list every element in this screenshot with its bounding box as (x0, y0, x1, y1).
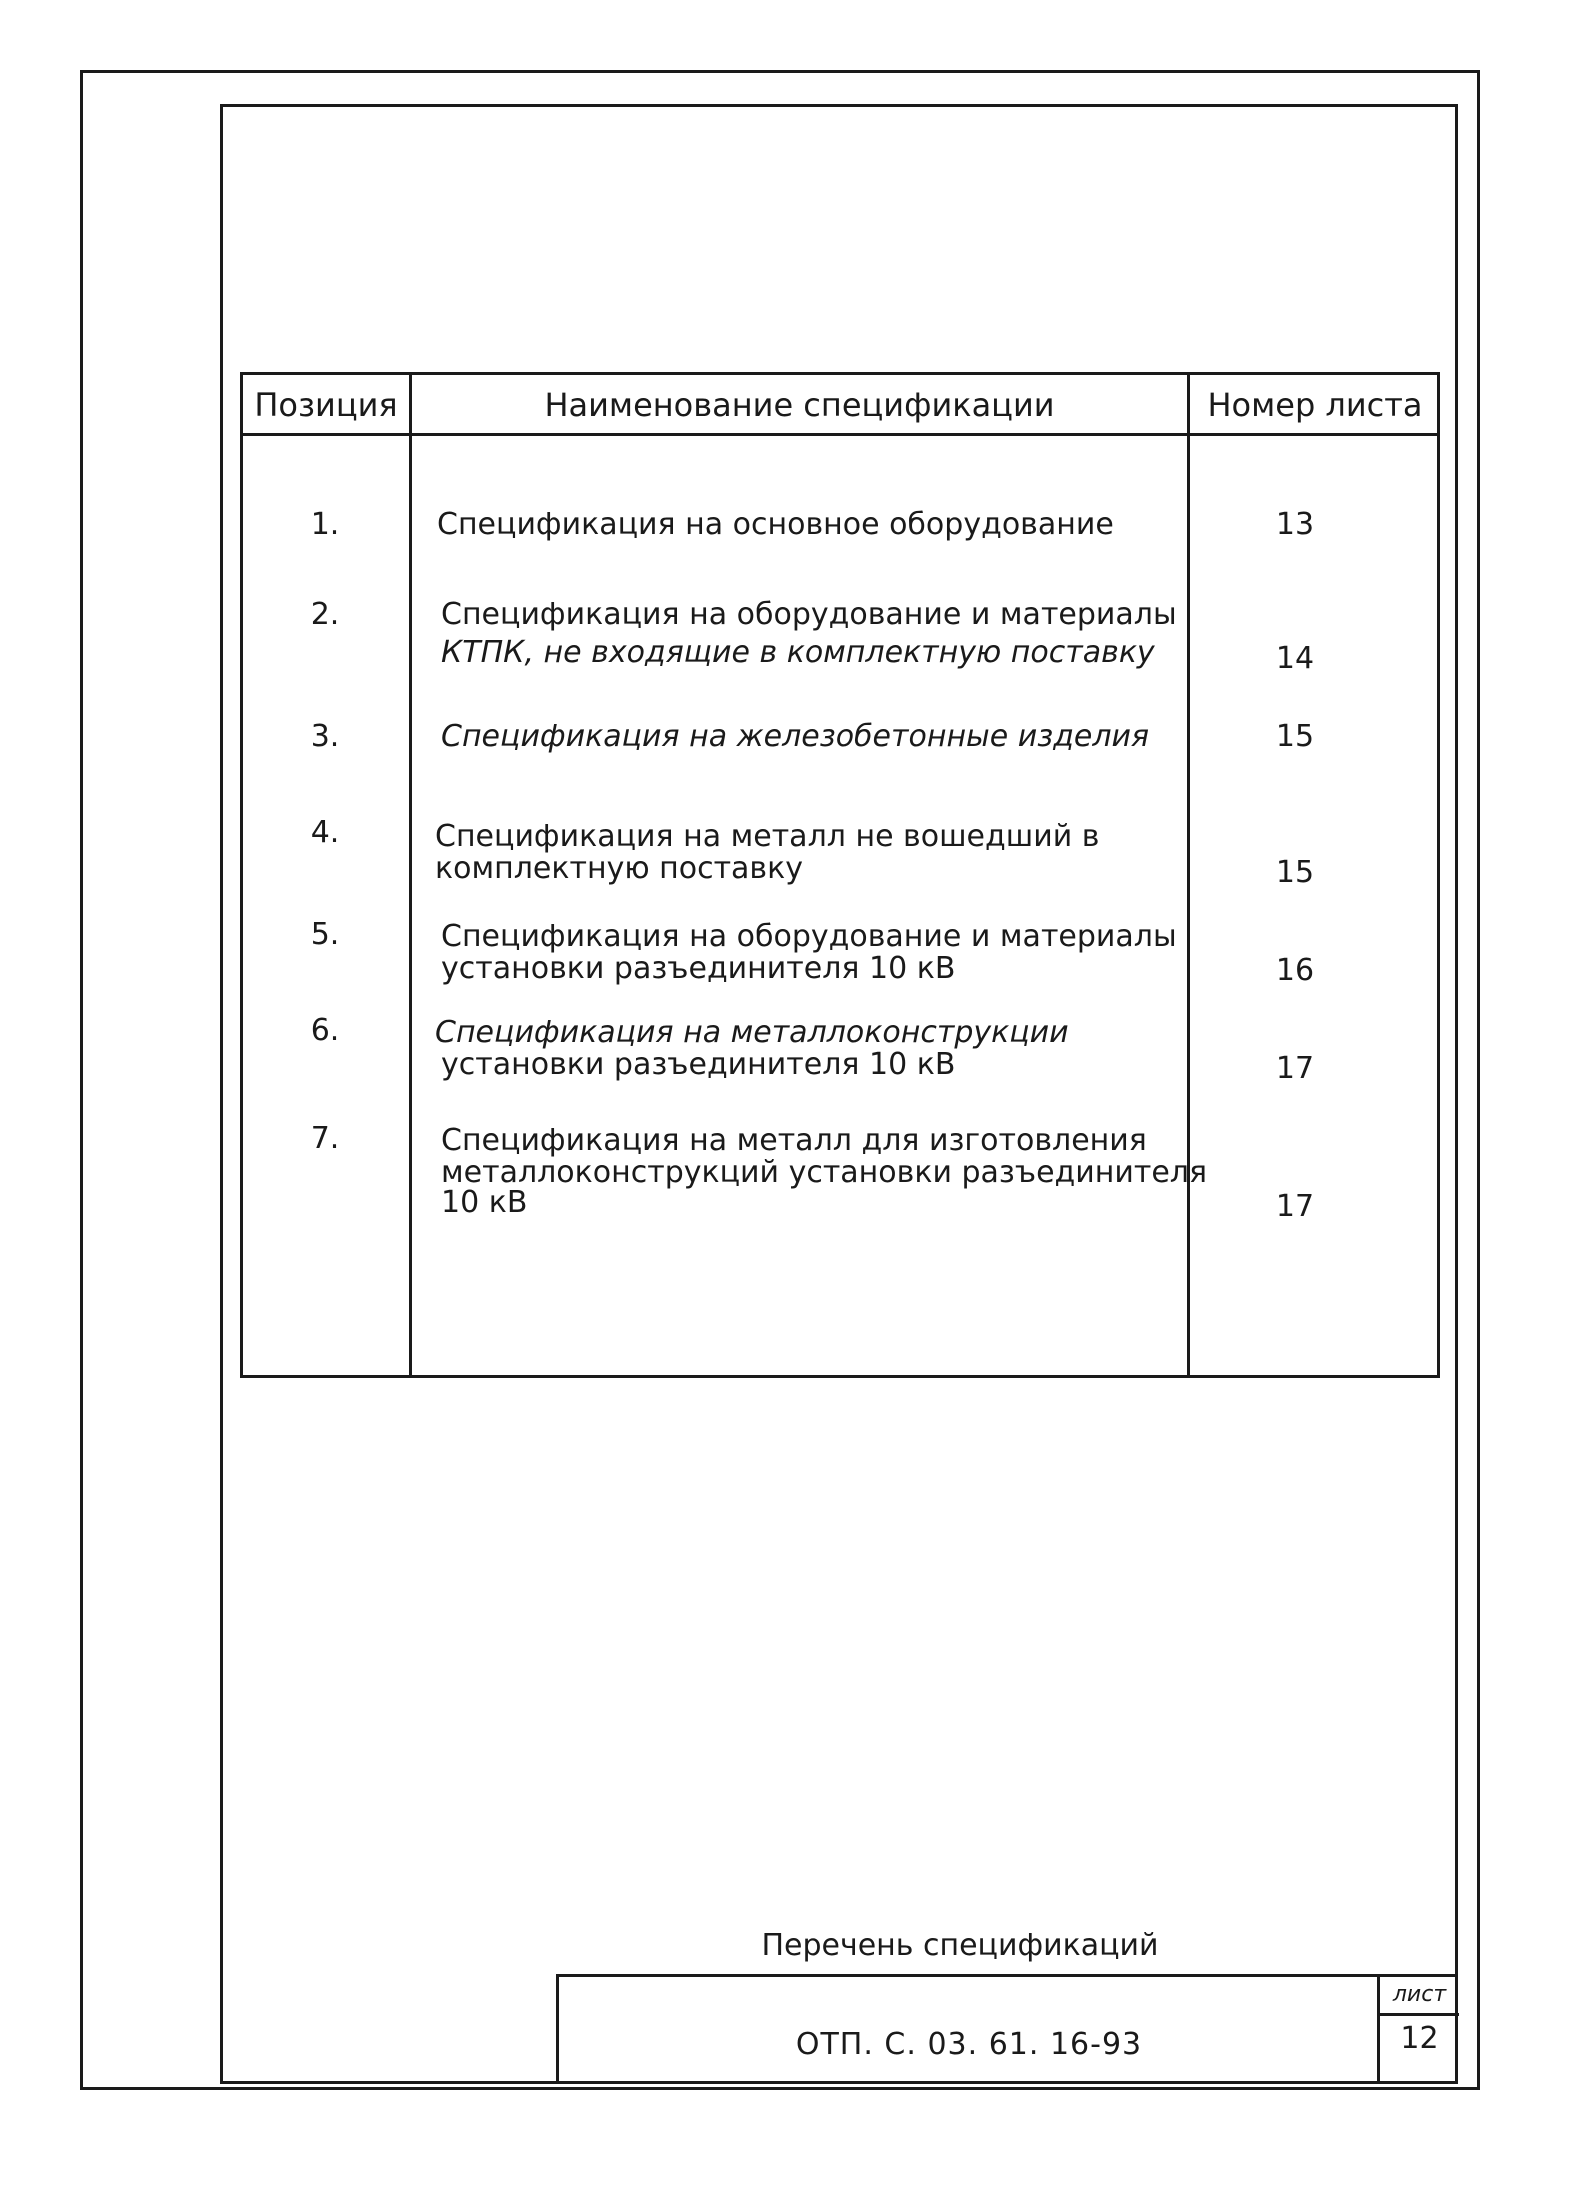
document-code: ОТП. С. 03. 61. 16-93 (795, 2027, 1143, 2062)
row-1-name-line-1: Спецификация на основное оборудование (437, 507, 1114, 542)
row-3-name-line-1: Спецификация на железобетонные изделия (441, 719, 1150, 754)
sheet-number: 12 (1400, 2021, 1439, 2056)
row-6-position: 6. (310, 1013, 340, 1048)
header-sheet: Номер листа (1207, 386, 1423, 424)
row-1-position: 1. (310, 507, 340, 542)
row-5-sheet: 16 (1275, 953, 1315, 988)
row-2-name-line-2: КТПК, не входящие в комплектную поставку (441, 635, 1155, 670)
row-5-name-line-2: установки разъединителя 10 кВ (441, 951, 956, 986)
row-2-position: 2. (310, 597, 340, 632)
row-4-position: 4. (310, 815, 340, 850)
header-separator (243, 433, 1437, 436)
column-separator (1187, 375, 1190, 1375)
row-6-sheet: 17 (1275, 1051, 1315, 1086)
row-6-name-line-2: установки разъединителя 10 кВ (441, 1047, 956, 1082)
row-4-sheet: 15 (1275, 855, 1315, 890)
sheet-label: лист (1380, 1977, 1459, 2016)
title-block (556, 1974, 1456, 2082)
sheet-box (1377, 1977, 1459, 2082)
row-1-sheet: 13 (1275, 507, 1315, 542)
row-4-name-line-1: Спецификация на металл не вошедший в (435, 819, 1100, 854)
header-position: Позиция (254, 386, 398, 424)
row-7-name-line-3: 10 кВ (441, 1185, 528, 1220)
row-3-position: 3. (310, 719, 340, 754)
row-2-sheet: 14 (1275, 641, 1315, 676)
row-7-name-line-2: металлоконструкций установки разъединителя (441, 1155, 1208, 1190)
row-5-position: 5. (310, 917, 340, 952)
row-3-sheet: 15 (1275, 719, 1315, 754)
header-name: Наименование спецификации (544, 386, 1055, 424)
row-2-name-line-1: Спецификация на оборудование и материалы (441, 597, 1177, 632)
row-5-name-line-1: Спецификация на оборудование и материалы (441, 919, 1177, 954)
specification-table (240, 372, 1440, 1378)
row-7-sheet: 17 (1275, 1189, 1315, 1224)
row-4-name-line-2: комплектную поставку (435, 851, 803, 886)
row-7-position: 7. (310, 1121, 340, 1156)
row-6-name-line-1: Спецификация на металлоконструкции (435, 1015, 1069, 1050)
row-7-name-line-1: Спецификация на металл для изготовления (441, 1123, 1147, 1158)
document-caption: Перечень спецификаций (761, 1928, 1159, 1963)
column-separator (409, 375, 412, 1375)
